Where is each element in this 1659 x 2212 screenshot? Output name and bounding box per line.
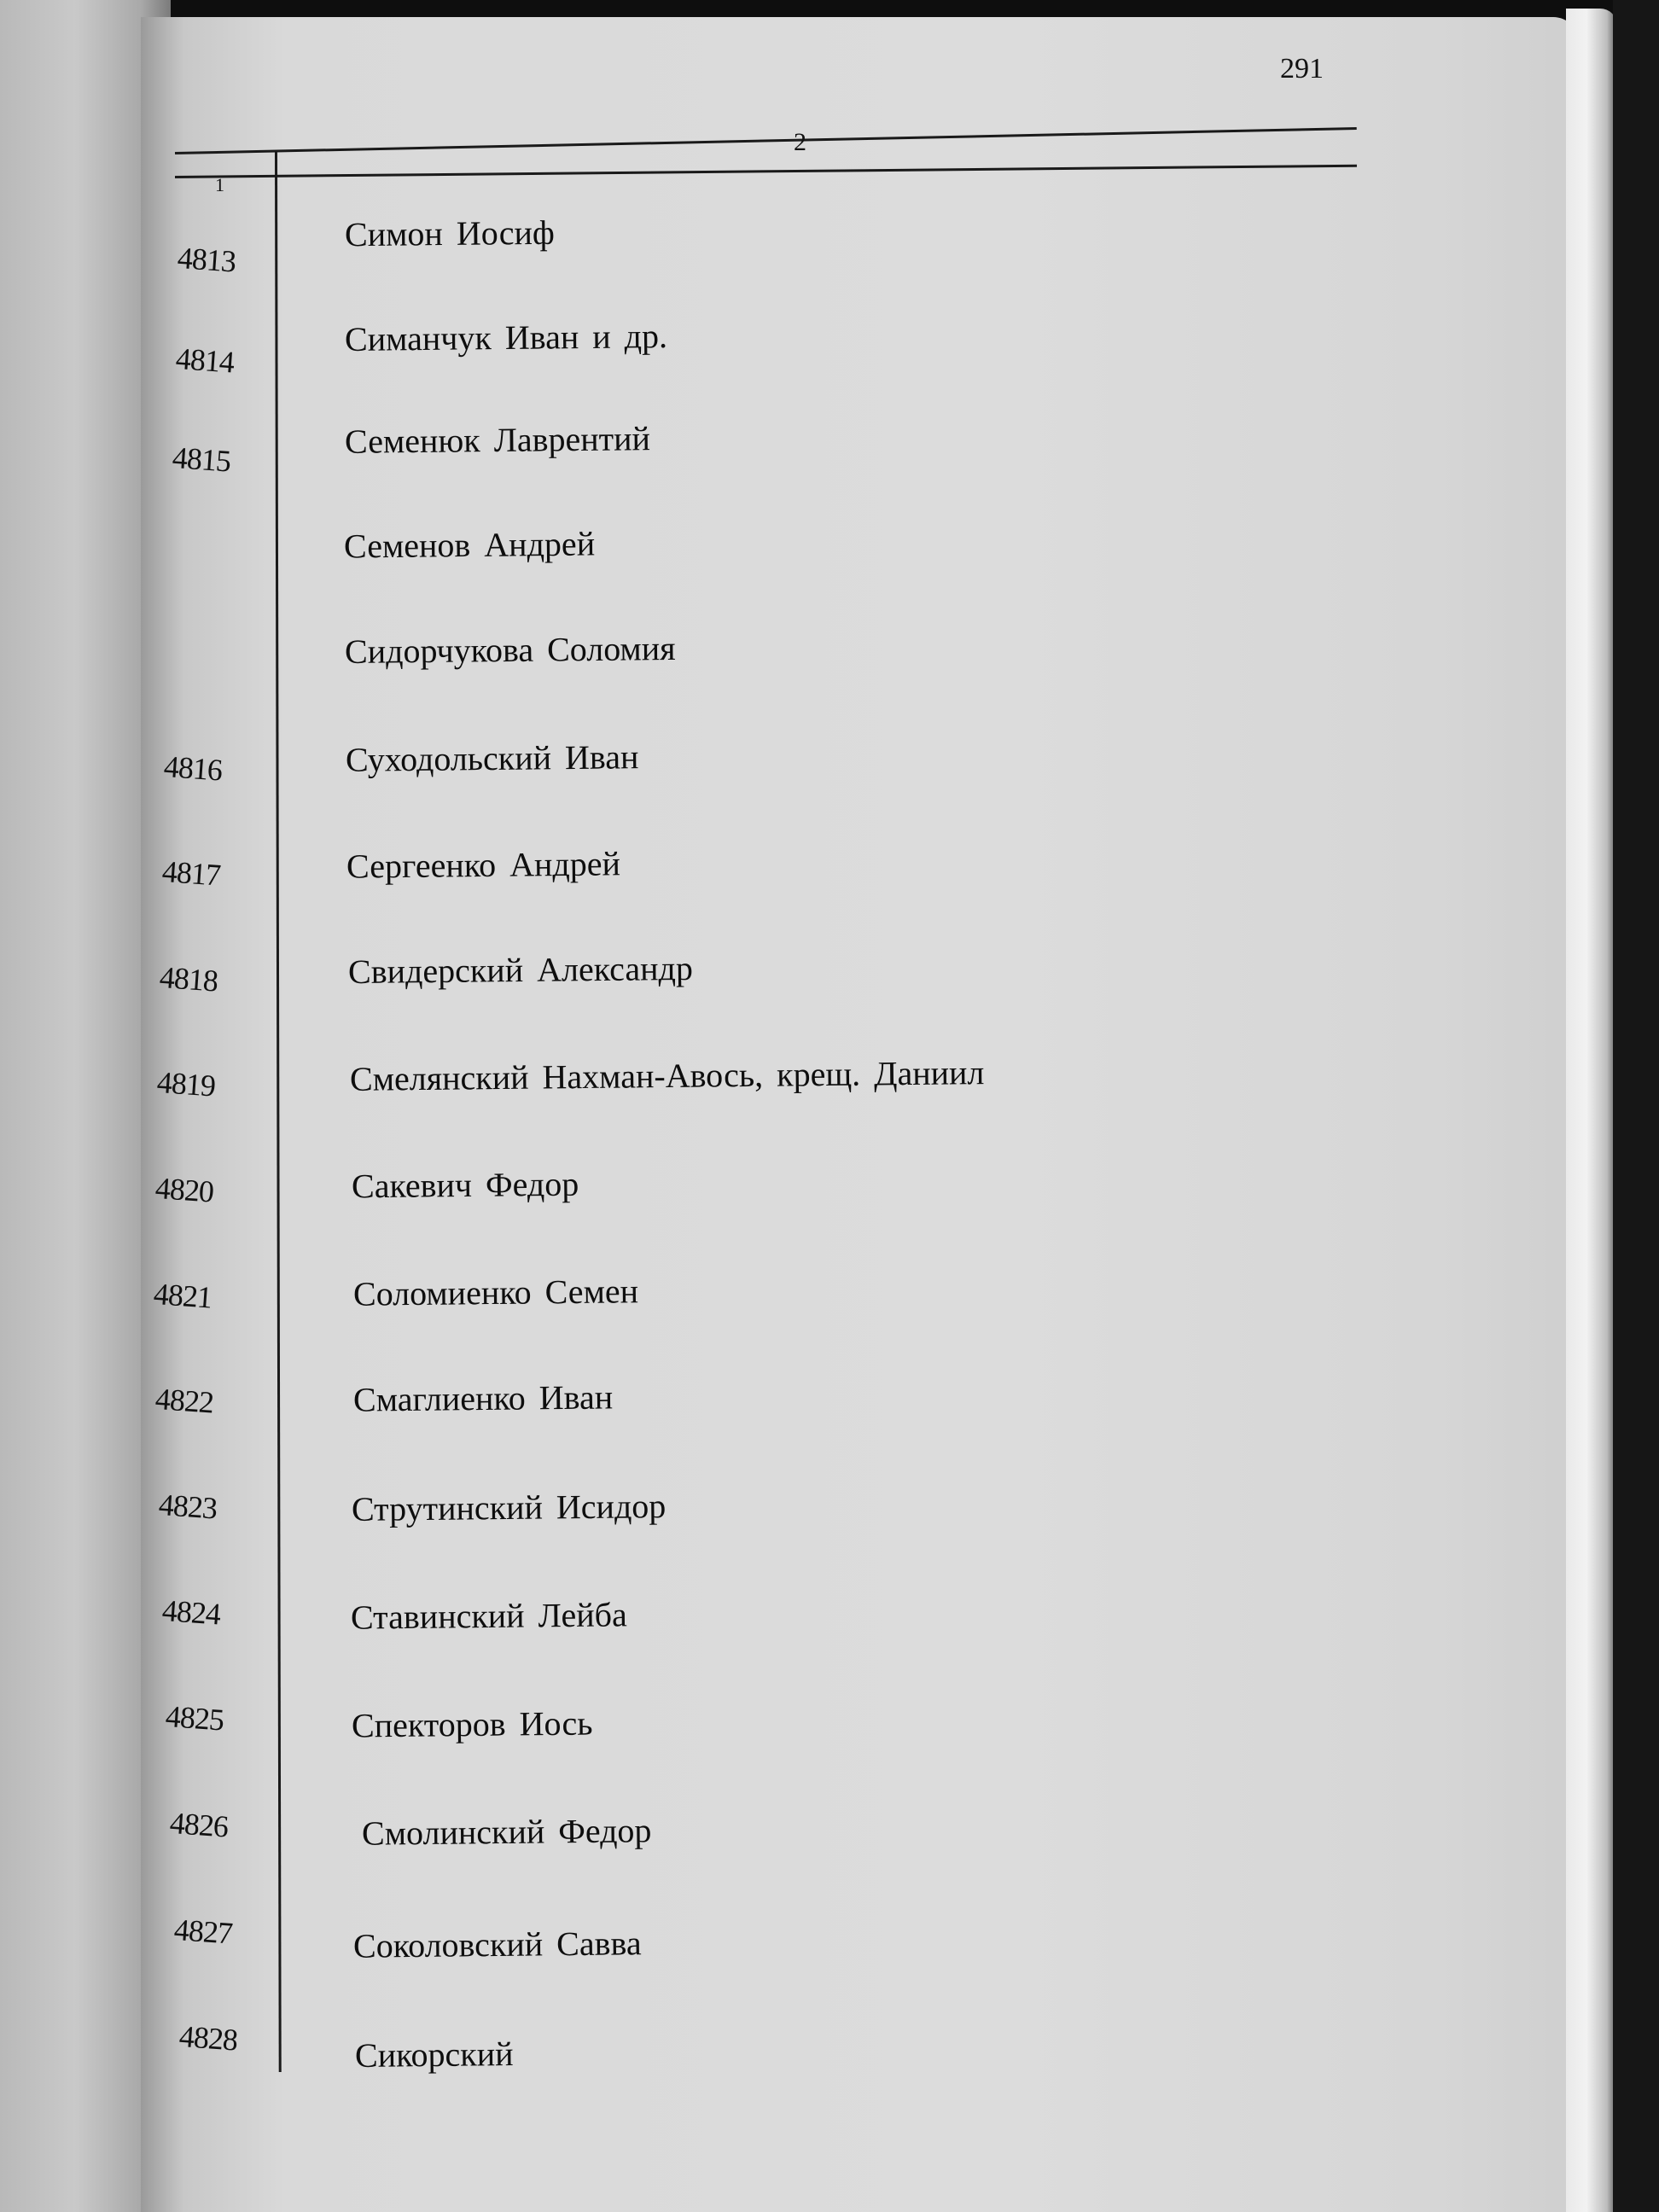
entry-name: Свидерский Александр <box>347 948 694 992</box>
entry-name: Смелянский Нахман-Авось, крещ. Даниил <box>349 1053 985 1098</box>
entry-number: 4819 <box>155 1064 217 1103</box>
entry-name: Ставинский Лейба <box>350 1595 627 1637</box>
entry-number: 4827 <box>172 1912 234 1951</box>
entry-name: Семенюк Лаврентий <box>344 419 651 461</box>
entry-number: 4814 <box>174 341 236 380</box>
entry-number: 4815 <box>171 439 232 479</box>
column-2-header: 2 <box>794 128 806 156</box>
entry-number: 4817 <box>160 853 222 893</box>
entry-name: Сикорский <box>354 2034 514 2075</box>
page-number: 291 <box>1280 53 1324 84</box>
entry-number: 4823 <box>157 1487 218 1526</box>
entry-number: 4825 <box>164 1698 225 1738</box>
entry-number: 4824 <box>160 1592 222 1632</box>
entry-name: Смолинский Федор <box>361 1811 652 1853</box>
entry-number: 4828 <box>178 2018 239 2058</box>
entry-number: 4821 <box>152 1276 213 1315</box>
entry-name: Соломиенко Семен <box>352 1272 639 1313</box>
entry-name: Смаглиенко Иван <box>352 1377 614 1419</box>
page-edge <box>1566 9 1617 2212</box>
background-right <box>1613 0 1659 2212</box>
entry-name: Соколовский Савва <box>352 1924 642 1965</box>
column-1-header: 1 <box>215 174 224 195</box>
entry-number: 4813 <box>176 240 237 279</box>
entry-number: 4822 <box>154 1381 215 1420</box>
entry-name: Симанчук Иван и др. <box>344 317 668 358</box>
entry-name: Сидорчукова Соломия <box>344 628 676 672</box>
entry-number: 4820 <box>154 1170 215 1209</box>
entry-number: 4816 <box>162 748 224 788</box>
entry-number: 4826 <box>168 1805 230 1844</box>
entry-name: Семенов Андрей <box>343 524 596 566</box>
entry-name: Сакевич Федор <box>351 1164 579 1206</box>
entry-name: Струтинский Исидор <box>351 1487 667 1528</box>
entry-name: Симон Иосиф <box>344 212 555 254</box>
entry-number: 4818 <box>158 959 219 998</box>
entry-name: Спекторов Иось <box>351 1703 593 1745</box>
entry-name: Суходольский Иван <box>345 737 639 779</box>
entry-name: Сергеенко Андрей <box>346 844 621 886</box>
